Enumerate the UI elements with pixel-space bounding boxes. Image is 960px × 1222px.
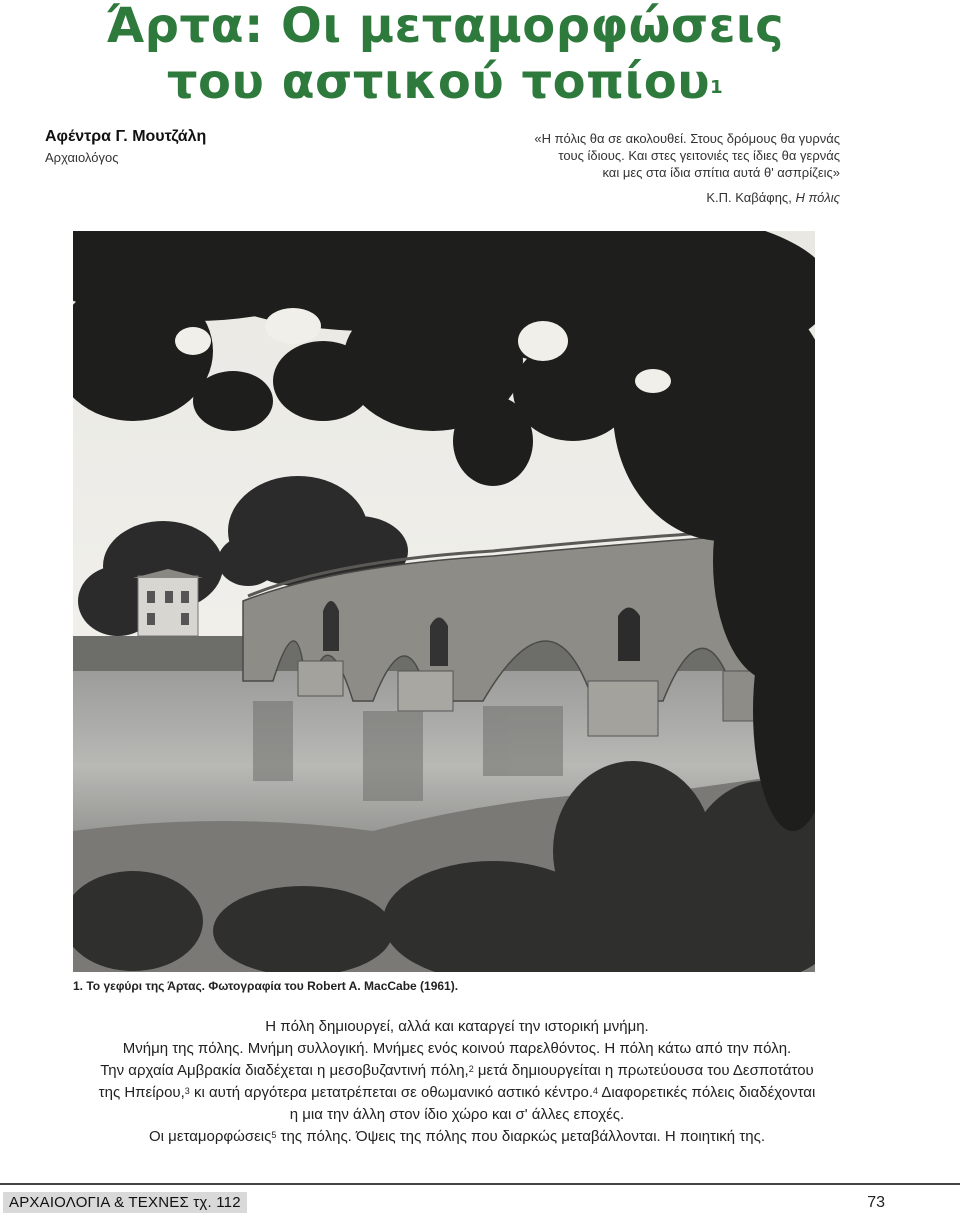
issue-number: τχ. 112 bbox=[188, 1194, 241, 1211]
footnote-ref: 4 bbox=[593, 1086, 599, 1096]
epigraph-line: «Η πόλις θα σε ακολουθεί. Στους δρόμους θα γυρνάς bbox=[534, 131, 840, 146]
intro-line: Η πόλη δημιουργεί, αλλά και καταργεί την ιστορική μνήμη. bbox=[265, 1018, 649, 1035]
title-footnote-ref: 1 bbox=[710, 77, 724, 98]
citation-author: Κ.Π. Καβάφης, bbox=[706, 190, 796, 205]
epigraph-line: τους ίδιους. Και στες γειτονιές τες ίδιες θα γερνάς bbox=[558, 148, 840, 163]
intro-line bbox=[0, 1082, 914, 1104]
citation-work: Η πόλις bbox=[795, 190, 840, 205]
title-line-1: Άρτα: Οι μεταμορφώσεις bbox=[105, 0, 785, 54]
epigraph-citation bbox=[420, 189, 840, 206]
title-line-2-text: του αστικού τοπίου bbox=[166, 54, 711, 110]
intro-text-segment: της πόλης. Όψεις της πόλης που διαρκώς μεταβάλλονται. Η ποιητική της. bbox=[276, 1128, 765, 1145]
title-line-2 bbox=[0, 54, 890, 110]
footnote-ref: 5 bbox=[271, 1130, 277, 1140]
bridge-photo-illustration bbox=[73, 231, 815, 972]
author-role: Αρχαιολόγος bbox=[45, 150, 119, 165]
intro-text-segment: Την αρχαία Αμβρακία διαδέχεται η μεσοβυζαντινή πόλη, bbox=[100, 1062, 469, 1079]
intro-line: η μια την άλλη στον ίδιο χώρο και σ' άλλες εποχές. bbox=[289, 1106, 625, 1123]
intro-text-segment: της Ηπείρου, bbox=[98, 1084, 185, 1101]
intro-text-segment: κι αυτή αργότερα μετατρέπεται σε οθωμανικό αστικό κέντρο. bbox=[189, 1084, 594, 1101]
epigraph bbox=[420, 130, 840, 206]
intro-text-segment: μετά δημιουργείται η πρωτεύουσα του Δεσποτάτου bbox=[473, 1062, 814, 1079]
intro-line: Μνήμη της πόλης. Μνήμη συλλογική. Μνήμες ενός κοινού παρελθόντος. Η πόλη κάτω από την πόλη. bbox=[122, 1040, 792, 1057]
intro-line bbox=[0, 1060, 914, 1082]
photo-caption: 1. Το γεφύρι της Άρτας. Φωτογραφία του Robert A. MacCabe (1961). bbox=[73, 979, 459, 993]
intro-text-segment: Οι μεταμορφώσεις bbox=[149, 1128, 272, 1145]
footnote-ref: 3 bbox=[184, 1086, 190, 1096]
author-name: Αφέντρα Γ. Μουτζάλη bbox=[45, 128, 207, 145]
intro-text bbox=[0, 1016, 914, 1148]
bridge-photo bbox=[73, 231, 815, 972]
intro-line bbox=[0, 1126, 914, 1148]
intro-text-segment: Διαφορετικές πόλεις διαδέχονται bbox=[598, 1084, 816, 1101]
publication-tag bbox=[3, 1192, 247, 1213]
page-number: 73 bbox=[867, 1194, 885, 1211]
epigraph-line: και μες στα ίδια σπίτια αυτά θ' ασπρίζεις» bbox=[602, 165, 840, 180]
footnote-ref: 2 bbox=[468, 1064, 474, 1074]
publication-name: ΑΡΧΑΙΟΛΟΓΙΑ & ΤΕΧΝΕΣ bbox=[9, 1194, 189, 1211]
house bbox=[133, 569, 203, 636]
footer-rule bbox=[0, 1183, 960, 1185]
